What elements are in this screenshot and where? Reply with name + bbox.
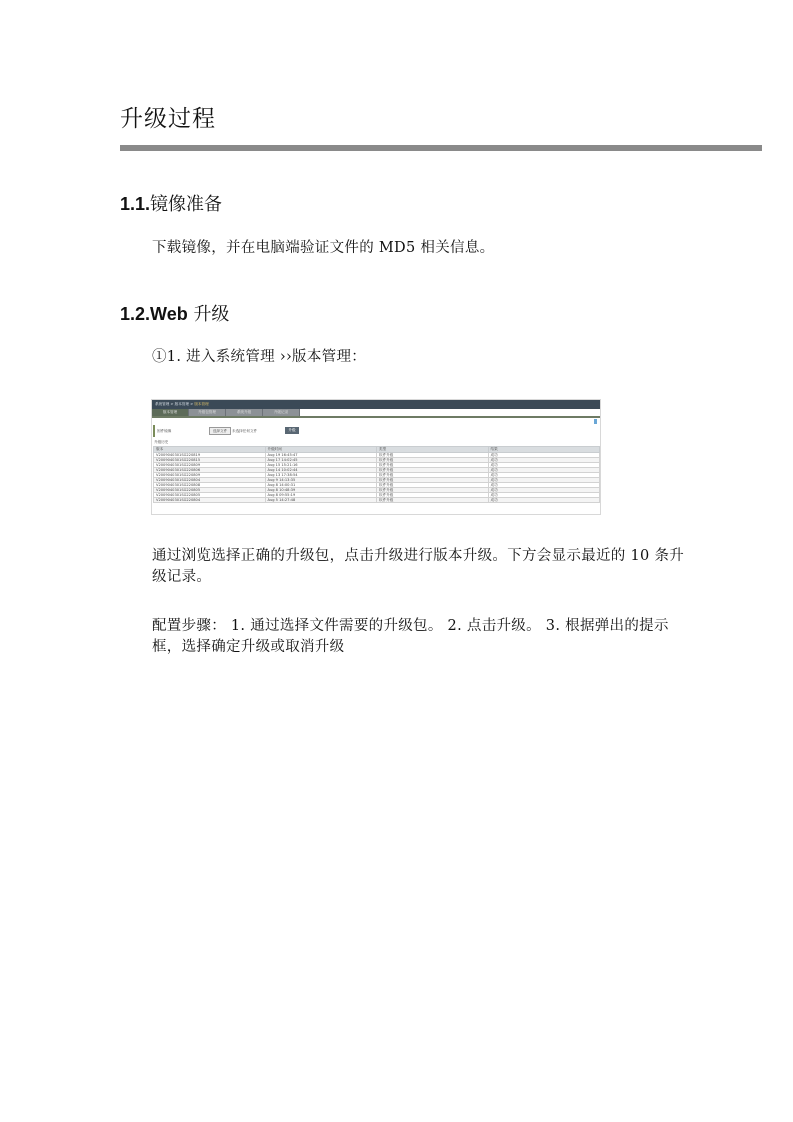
- tab-upgrade[interactable]: 系统升级: [226, 409, 263, 416]
- config-steps-paragraph: 配置步骤： 1. 通过选择文件需要的升级包。 2. 点击升级。 3. 根据弹出的提示框，选择确定升级或取消升级: [152, 618, 669, 655]
- table-cell: V2009040301SG220805: [154, 488, 266, 493]
- column-header: 升级时间: [265, 447, 377, 453]
- table-cell: V2009040301SG220809: [154, 463, 266, 468]
- table-cell: 软件升级: [377, 458, 489, 463]
- table-cell: 软件升级: [377, 498, 489, 503]
- table-cell: Aug 8 09:55:19: [265, 493, 377, 498]
- table-cell: 成功: [488, 493, 600, 498]
- breadcrumb-current: 版本管理: [194, 402, 209, 406]
- screenshot-breadcrumb: [152, 400, 600, 409]
- history-table: [153, 446, 600, 503]
- history-title: 升级历史: [154, 440, 169, 444]
- table-cell: 成功: [488, 463, 600, 468]
- choose-file-button[interactable]: 选择文件: [209, 427, 231, 435]
- column-header: 类型: [377, 447, 489, 453]
- table-cell: V2009040301SG220805: [154, 493, 266, 498]
- section1-paragraph: 下载镜像，并在电脑端验证文件的 MD5 相关信息。: [152, 240, 495, 256]
- table-cell: 软件升级: [377, 463, 489, 468]
- table-cell: Aug 14 10:02:44: [265, 468, 377, 473]
- table-cell: V2009040301SG220806: [154, 468, 266, 473]
- table-cell: 成功: [488, 498, 600, 503]
- column-header: 结果: [488, 447, 600, 453]
- tab-records[interactable]: 升级记录: [263, 409, 300, 416]
- table-row: [154, 498, 600, 503]
- table-cell: 软件升级: [377, 478, 489, 483]
- table-cell: 成功: [488, 478, 600, 483]
- table-cell: Aug 19 16:45:47: [265, 453, 377, 458]
- upgrade-button[interactable]: 升级: [285, 427, 299, 434]
- table-cell: V2009040301SG220809: [154, 473, 266, 478]
- embedded-screenshot: [151, 399, 601, 515]
- table-cell: 软件升级: [377, 468, 489, 473]
- tab-underline: [152, 416, 600, 418]
- tab-package[interactable]: 升级包管理: [189, 409, 226, 416]
- help-icon[interactable]: [594, 419, 597, 424]
- table-cell: 成功: [488, 468, 600, 473]
- breadcrumb-path: 系统管理 > 版本管理 >: [155, 402, 195, 406]
- section-heading-2: [120, 300, 229, 326]
- table-cell: V2009040301SG220804: [154, 478, 266, 483]
- table-cell: V2009040301SG220815: [154, 458, 266, 463]
- column-header: 版本: [154, 447, 266, 453]
- table-cell: 软件升级: [377, 493, 489, 498]
- table-cell: 软件升级: [377, 453, 489, 458]
- table-cell: Aug 13 17:38:54: [265, 473, 377, 478]
- table-cell: Aug 5 14:27:48: [265, 498, 377, 503]
- page-title: 升级过程: [120, 106, 216, 132]
- file-label: 固件镜像: [157, 429, 172, 433]
- table-cell: V2009040301SG220819: [154, 453, 266, 458]
- step-line: ①1. 进入系统管理 ››版本管理：: [152, 349, 367, 365]
- table-cell: Aug 8 10:48:39: [265, 488, 377, 493]
- history-table-body: [154, 453, 600, 503]
- tab-version[interactable]: 版本管理: [152, 409, 189, 416]
- section-heading-text: 升级: [193, 304, 230, 325]
- upgrade-paragraph: 通过浏览选择正确的升级包，点击升级进行版本升级。下方会显示最近的 10 条升级记录。: [152, 548, 685, 585]
- table-cell: 软件升级: [377, 483, 489, 488]
- table-cell: Aug 15 15:21:16: [265, 463, 377, 468]
- table-cell: 成功: [488, 483, 600, 488]
- file-name-text: 未选择任何文件: [232, 429, 258, 433]
- table-cell: 软件升级: [377, 473, 489, 478]
- section-number: 1.1.: [120, 194, 151, 214]
- table-cell: 成功: [488, 473, 600, 478]
- table-cell: Aug 8 14:00:31: [265, 483, 377, 488]
- title-rule: [120, 145, 762, 151]
- table-cell: V2009040301SG220804: [154, 498, 266, 503]
- table-cell: 成功: [488, 488, 600, 493]
- table-cell: 成功: [488, 453, 600, 458]
- table-cell: V2009040301SG220808: [154, 483, 266, 488]
- table-cell: 软件升级: [377, 488, 489, 493]
- section-number: 1.2.Web: [120, 304, 188, 324]
- table-cell: Aug 17 14:02:45: [265, 458, 377, 463]
- file-row: [153, 425, 601, 437]
- section-heading-1: [120, 190, 222, 216]
- section-heading-text: 镜像准备: [150, 194, 223, 215]
- table-cell: 成功: [488, 458, 600, 463]
- table-cell: Aug 9 14:13:35: [265, 478, 377, 483]
- screenshot-tabs: [152, 409, 300, 416]
